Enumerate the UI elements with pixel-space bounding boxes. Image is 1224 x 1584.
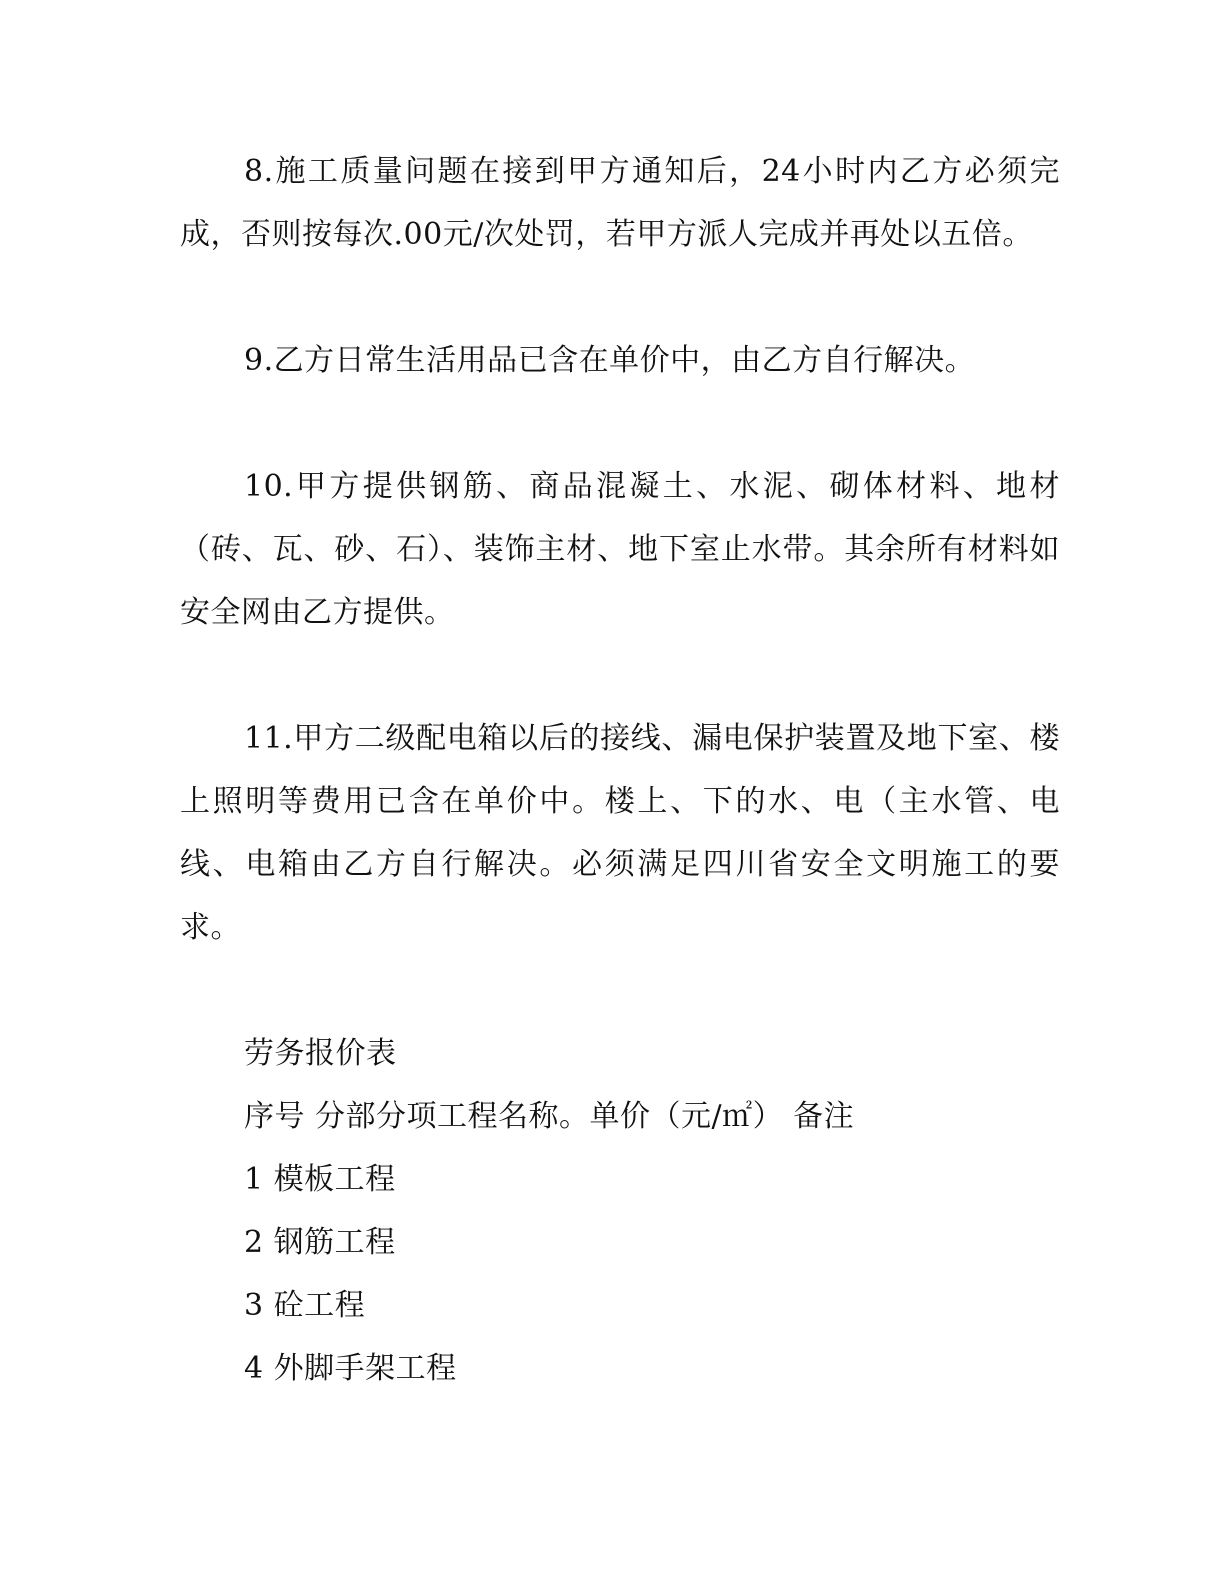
table-row: 1 模板工程 (244, 1162, 396, 1197)
document-page (180, 140, 1060, 1400)
table-header: 序号 分部分项工程名称。单价（元/㎡） 备注 (244, 1099, 855, 1134)
clause-8: 8.施工质量问题在接到甲方通知后，24小时内乙方必须完成，否则按每次.00元/次处罚，若甲方派人完成并再处以五倍。 (180, 154, 1060, 252)
clause-9: 9.乙方日常生活用品已含在单价中，由乙方自行解决。 (244, 343, 976, 378)
table-row: 4 外脚手架工程 (244, 1351, 457, 1386)
table-title: 劳务报价表 (244, 1036, 397, 1071)
table-row: 3 砼工程 (244, 1288, 366, 1323)
labor-quote-table (180, 1022, 1060, 1400)
table-row: 2 钢筋工程 (244, 1225, 396, 1260)
clause-10: 10.甲方提供钢筋、商品混凝土、水泥、砌体材料、地材（砖、瓦、砂、石）、装饰主材、地下室止水带。其余所有材料如安全网由乙方提供。 (180, 469, 1060, 630)
clause-11: 11.甲方二级配电箱以后的接线、漏电保护装置及地下室、楼上照明等费用已含在单价中。楼上、下的水、电（主水管、电线、电箱由乙方自行解决。必须满足四川省安全文明施工的要求。 (180, 721, 1060, 945)
